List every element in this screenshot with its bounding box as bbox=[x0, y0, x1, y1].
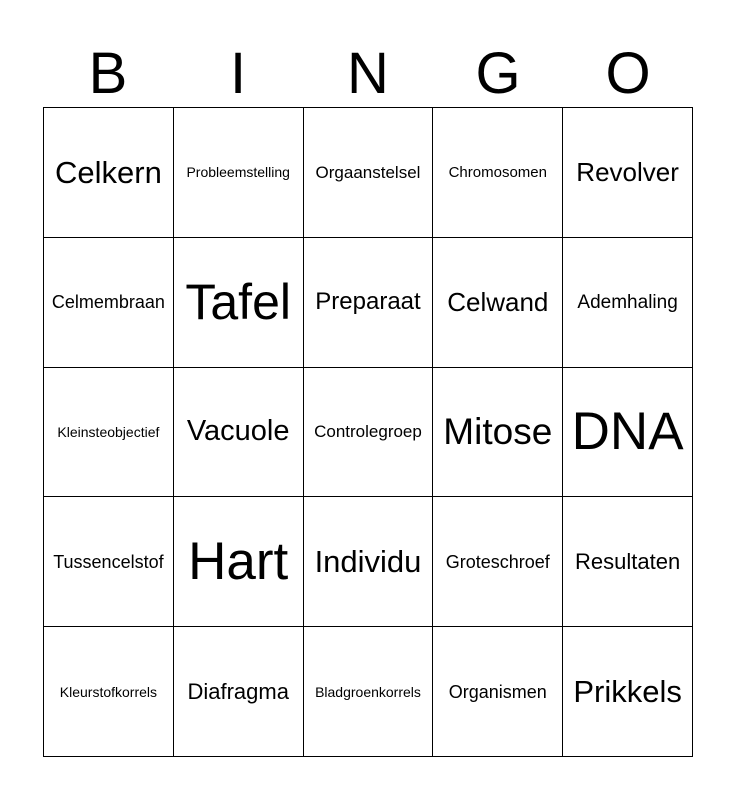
header-letter-n: N bbox=[347, 41, 389, 106]
bingo-cell[interactable]: Chromosomen bbox=[433, 108, 563, 238]
bingo-cell[interactable]: Mitose bbox=[433, 368, 563, 498]
bingo-cell[interactable]: Resultaten bbox=[563, 497, 693, 627]
bingo-cell[interactable]: Probleemstelling bbox=[174, 108, 304, 238]
bingo-cell[interactable]: Kleurstofkorrels bbox=[44, 627, 174, 757]
bingo-cell[interactable]: Tafel bbox=[174, 238, 304, 368]
bingo-cell[interactable]: Groteschroef bbox=[433, 497, 563, 627]
header-letter-g: G bbox=[475, 41, 521, 106]
header-letter-o: O bbox=[605, 41, 651, 106]
bingo-cell[interactable]: Ademhaling bbox=[563, 238, 693, 368]
bingo-cell[interactable]: Celmembraan bbox=[44, 238, 174, 368]
bingo-cell[interactable]: Tussencelstof bbox=[44, 497, 174, 627]
bingo-header bbox=[43, 40, 693, 108]
bingo-cell[interactable]: Celkern bbox=[44, 108, 174, 238]
bingo-cell[interactable]: Organismen bbox=[433, 627, 563, 757]
bingo-cell[interactable]: Revolver bbox=[563, 108, 693, 238]
bingo-cell[interactable]: Vacuole bbox=[174, 368, 304, 498]
bingo-cell[interactable]: Preparaat bbox=[304, 238, 434, 368]
header-letter-b: B bbox=[88, 41, 128, 106]
bingo-cell[interactable]: Kleinsteobjectief bbox=[44, 368, 174, 498]
bingo-cell[interactable]: DNA bbox=[563, 368, 693, 498]
bingo-cell[interactable]: Hart bbox=[174, 497, 304, 627]
bingo-cell[interactable]: Diafragma bbox=[174, 627, 304, 757]
bingo-cell[interactable]: Celwand bbox=[433, 238, 563, 368]
bingo-cell[interactable]: Controlegroep bbox=[304, 368, 434, 498]
bingo-cell[interactable]: Prikkels bbox=[563, 627, 693, 757]
header-letter-i: I bbox=[229, 41, 247, 106]
bingo-card-grid bbox=[43, 107, 693, 757]
bingo-cell[interactable]: Bladgroenkorrels bbox=[304, 627, 434, 757]
bingo-cell[interactable]: Orgaanstelsel bbox=[304, 108, 434, 238]
bingo-cell[interactable]: Individu bbox=[304, 497, 434, 627]
